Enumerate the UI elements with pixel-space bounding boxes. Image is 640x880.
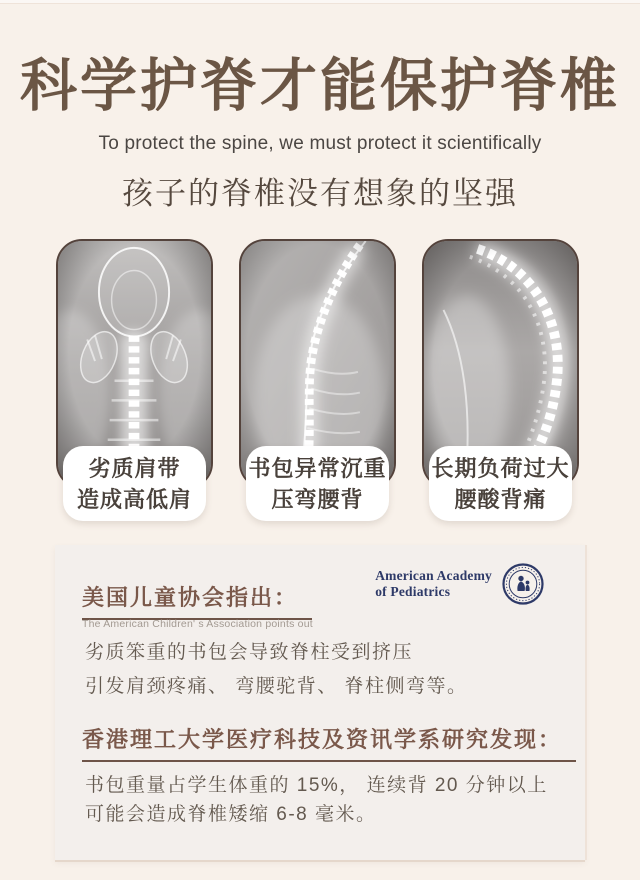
subtitle-chinese: 孩子的脊椎没有想象的坚强 <box>122 176 518 211</box>
caption-bubble <box>63 446 206 521</box>
aap-logo-line-1: American Academy <box>375 567 492 583</box>
section-heading-american-academy: 美国儿童协会指出： <box>82 581 312 620</box>
caption-line-1: 劣质肩带 <box>88 455 181 481</box>
subtitle-english: To protect the spine, we must protect it scientifically <box>98 133 542 154</box>
section-heading-hk-polytechnic: 香港理工大学医疗科技及资讯学系研究发现： <box>82 723 576 762</box>
section-subheading-english: The American Children' s Association points out <box>82 618 313 630</box>
top-divider-strip <box>0 0 640 4</box>
body-line: 引发肩颈疼痛、 弯腰驼背、 脊柱侧弯等。 <box>85 676 468 697</box>
page-title: 科学护脊才能保护脊椎 <box>20 54 620 118</box>
problem-card-back-pain <box>422 239 579 522</box>
caption-line-1: 长期负荷过大 <box>431 455 570 481</box>
caption-line-1: 书包异常沉重 <box>248 455 387 481</box>
research-info-panel <box>55 545 585 860</box>
caption-bubble <box>246 446 389 521</box>
section2-body <box>85 771 548 829</box>
caption-line-2: 腰酸背痛 <box>454 486 547 512</box>
body-line: 劣质笨重的书包会导致脊柱受到挤压 <box>85 642 414 663</box>
aap-logo <box>375 562 545 606</box>
caption-bubble <box>429 446 572 521</box>
caption-line-2: 造成高低肩 <box>76 486 192 512</box>
aap-seal-icon <box>501 562 545 606</box>
aap-logo-text <box>375 568 492 600</box>
aap-logo-line-2: of Pediatrics <box>375 584 451 599</box>
body-line: 可能会造成脊椎矮缩 6-8 毫米。 <box>85 804 377 825</box>
body-line: 书包重量占学生体重的 15%， 连续背 20 分钟以上 <box>85 775 548 796</box>
caption-line-2: 压弯腰背 <box>271 486 364 512</box>
problem-card-shoulder <box>56 239 213 522</box>
problem-card-heavy-bag <box>239 239 396 522</box>
section1-body <box>85 636 468 704</box>
